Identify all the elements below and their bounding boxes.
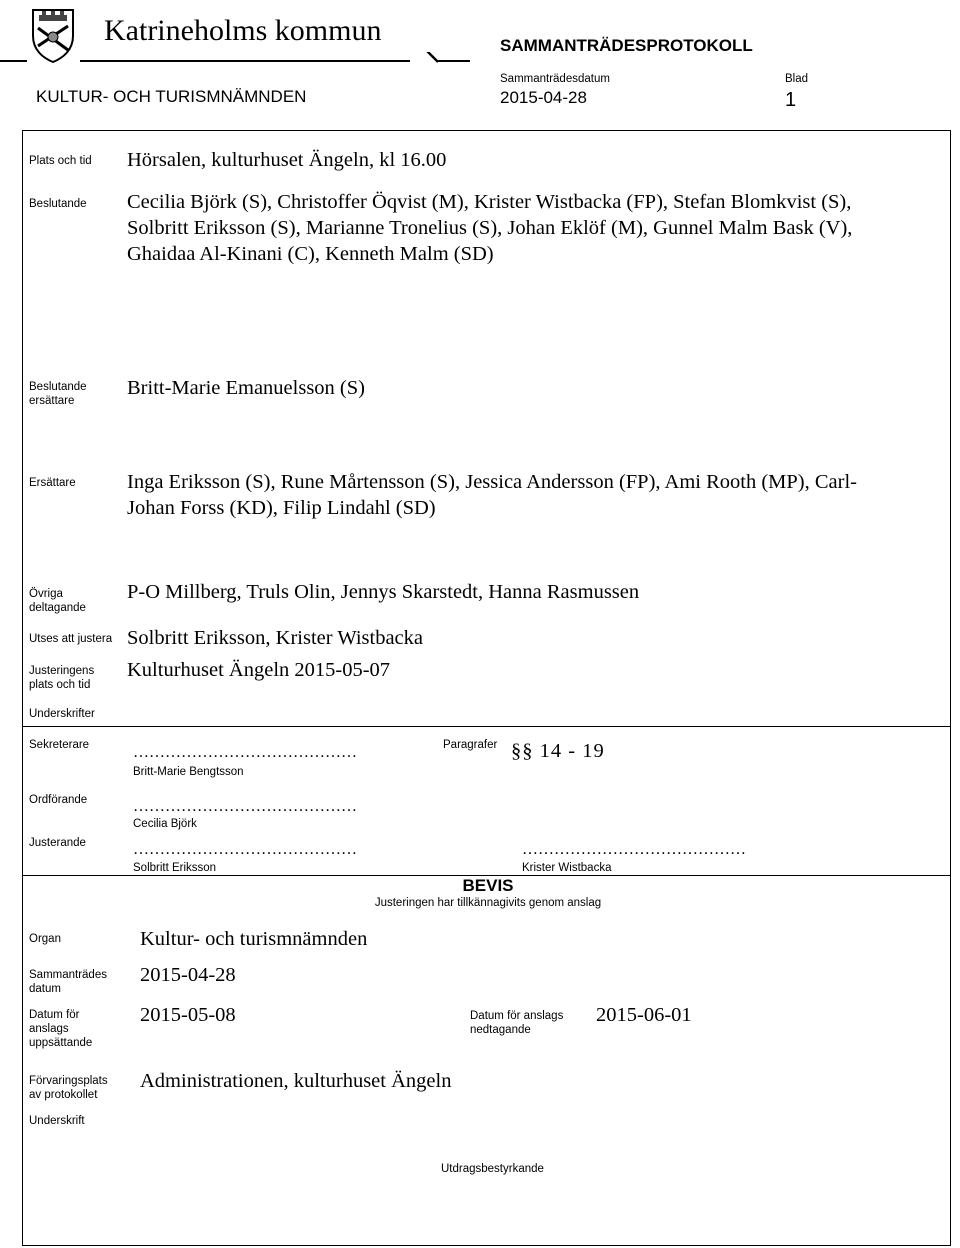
certificate-subtitle: Justeringen har tillkännagivits genom anslag [374, 897, 602, 909]
signature-label: Underskrift [29, 1115, 85, 1127]
chair-signature-line: …………………………………… [133, 798, 357, 815]
adjustment-place-label-line: Justeringens [29, 665, 95, 677]
adjustment-place-value: Kulturhuset Ängeln 2015-05-07 [127, 659, 391, 681]
deputies-label: Ersättare [29, 477, 76, 489]
meeting-date-value: 2015-04-28 [500, 88, 587, 107]
deputies-list [127, 469, 857, 521]
removal-date-label [470, 1009, 563, 1037]
removal-date-value: 2015-06-01 [596, 1004, 692, 1026]
secretary-label: Sekreterare [29, 739, 90, 751]
document-type: SAMMANTRÄDESPROTOKOLL [500, 36, 753, 55]
chair-label: Ordförande [29, 794, 88, 806]
decision-makers-line: Ghaidaa Al-Kinani (C), Kenneth Malm (SD) [127, 243, 494, 265]
posting-date-label-line: anslags [29, 1023, 69, 1035]
decision-makers-list [127, 189, 852, 267]
other-participants-label-line: Övriga [29, 588, 63, 600]
meeting-date-cert-label-line: datum [29, 983, 61, 995]
paragraphs-label: Paragrafer [443, 739, 498, 751]
decision-makers-label: Beslutande [29, 198, 87, 210]
adjusters-value: Solbritt Eriksson, Krister Wistbacka [127, 627, 424, 649]
page-label: Blad [785, 73, 809, 85]
signatures-label: Underskrifter [29, 708, 95, 720]
voting-deputies-label-line: ersättare [29, 395, 75, 407]
adjusters-label: Utses att justera [29, 633, 113, 645]
adjusting-label: Justerande [29, 837, 86, 849]
voting-deputies-value: Britt-Marie Emanuelsson (S) [127, 377, 365, 399]
removal-date-label-line: nedtagande [470, 1024, 531, 1036]
voting-deputies-label [29, 380, 87, 408]
meeting-date-cert-label-line: Sammanträdes [29, 969, 107, 981]
posting-date-label [29, 1008, 92, 1050]
adjuster1-name: Solbritt Eriksson [133, 862, 217, 874]
adjustment-place-label [29, 664, 94, 692]
certificate-title: BEVIS [462, 876, 514, 895]
voting-deputies-label-line: Beslutande [29, 381, 87, 393]
municipality-logo-text: Katrineholms kommun [104, 14, 382, 47]
adjuster1-signature-line: …………………………………… [133, 841, 357, 858]
posting-date-label-line: uppsättande [29, 1037, 93, 1049]
posting-date-label-line: Datum för [29, 1009, 80, 1021]
secretary-name: Britt-Marie Bengtsson [133, 766, 244, 778]
secretary-signature-line: …………………………………… [133, 744, 357, 761]
meeting-date-cert-value: 2015-04-28 [140, 964, 236, 986]
paragraphs-value: §§ 14 - 19 [511, 740, 605, 762]
meeting-date-cert-label [29, 968, 107, 996]
storage-label [29, 1074, 108, 1102]
adjustment-place-label-line: plats och tid [29, 679, 91, 691]
meeting-date-label: Sammanträdesdatum [500, 73, 610, 85]
signatures-divider [22, 726, 951, 727]
extract-certification-label: Utdragsbestyrkande [441, 1163, 544, 1175]
deputies-line: Johan Forss (KD), Filip Lindahl (SD) [127, 497, 436, 519]
other-participants-label [29, 587, 86, 615]
organ-label: Organ [29, 933, 61, 945]
page-number: 1 [785, 89, 797, 111]
decision-makers-line: Cecilia Björk (S), Christoffer Öqvist (M), Krister Wistbacka (FP), Stefan Blomkvist (S), [127, 191, 852, 213]
committee-name: KULTUR- OCH TURISMNÄMNDEN [36, 87, 307, 106]
organ-value: Kultur- och turismnämnden [140, 928, 368, 950]
other-participants-value: P-O Millberg, Truls Olin, Jennys Skarstedt, Hanna Rasmussen [127, 581, 640, 603]
posting-date-value: 2015-05-08 [140, 1004, 236, 1026]
adjuster2-signature-line: …………………………………… [522, 841, 746, 858]
logo-underline [0, 52, 470, 72]
place-time-label: Plats och tid [29, 155, 92, 167]
storage-value: Administrationen, kulturhuset Ängeln [140, 1070, 452, 1092]
adjuster2-name: Krister Wistbacka [522, 862, 612, 874]
storage-label-line: av protokollet [29, 1089, 98, 1101]
other-participants-label-line: deltagande [29, 602, 86, 614]
storage-label-line: Förvaringsplats [29, 1075, 108, 1087]
chair-name: Cecilia Björk [133, 818, 197, 830]
decision-makers-line: Solbritt Eriksson (S), Marianne Tronelius (S), Johan Eklöf (M), Gunnel Malm Bask (V), [127, 217, 853, 239]
removal-date-label-line: Datum för anslags [470, 1010, 564, 1022]
deputies-line: Inga Eriksson (S), Rune Mårtensson (S), Jessica Andersson (FP), Ami Rooth (MP), Carl- [127, 471, 857, 493]
place-time-value: Hörsalen, kulturhuset Ängeln, kl 16.00 [127, 149, 447, 171]
